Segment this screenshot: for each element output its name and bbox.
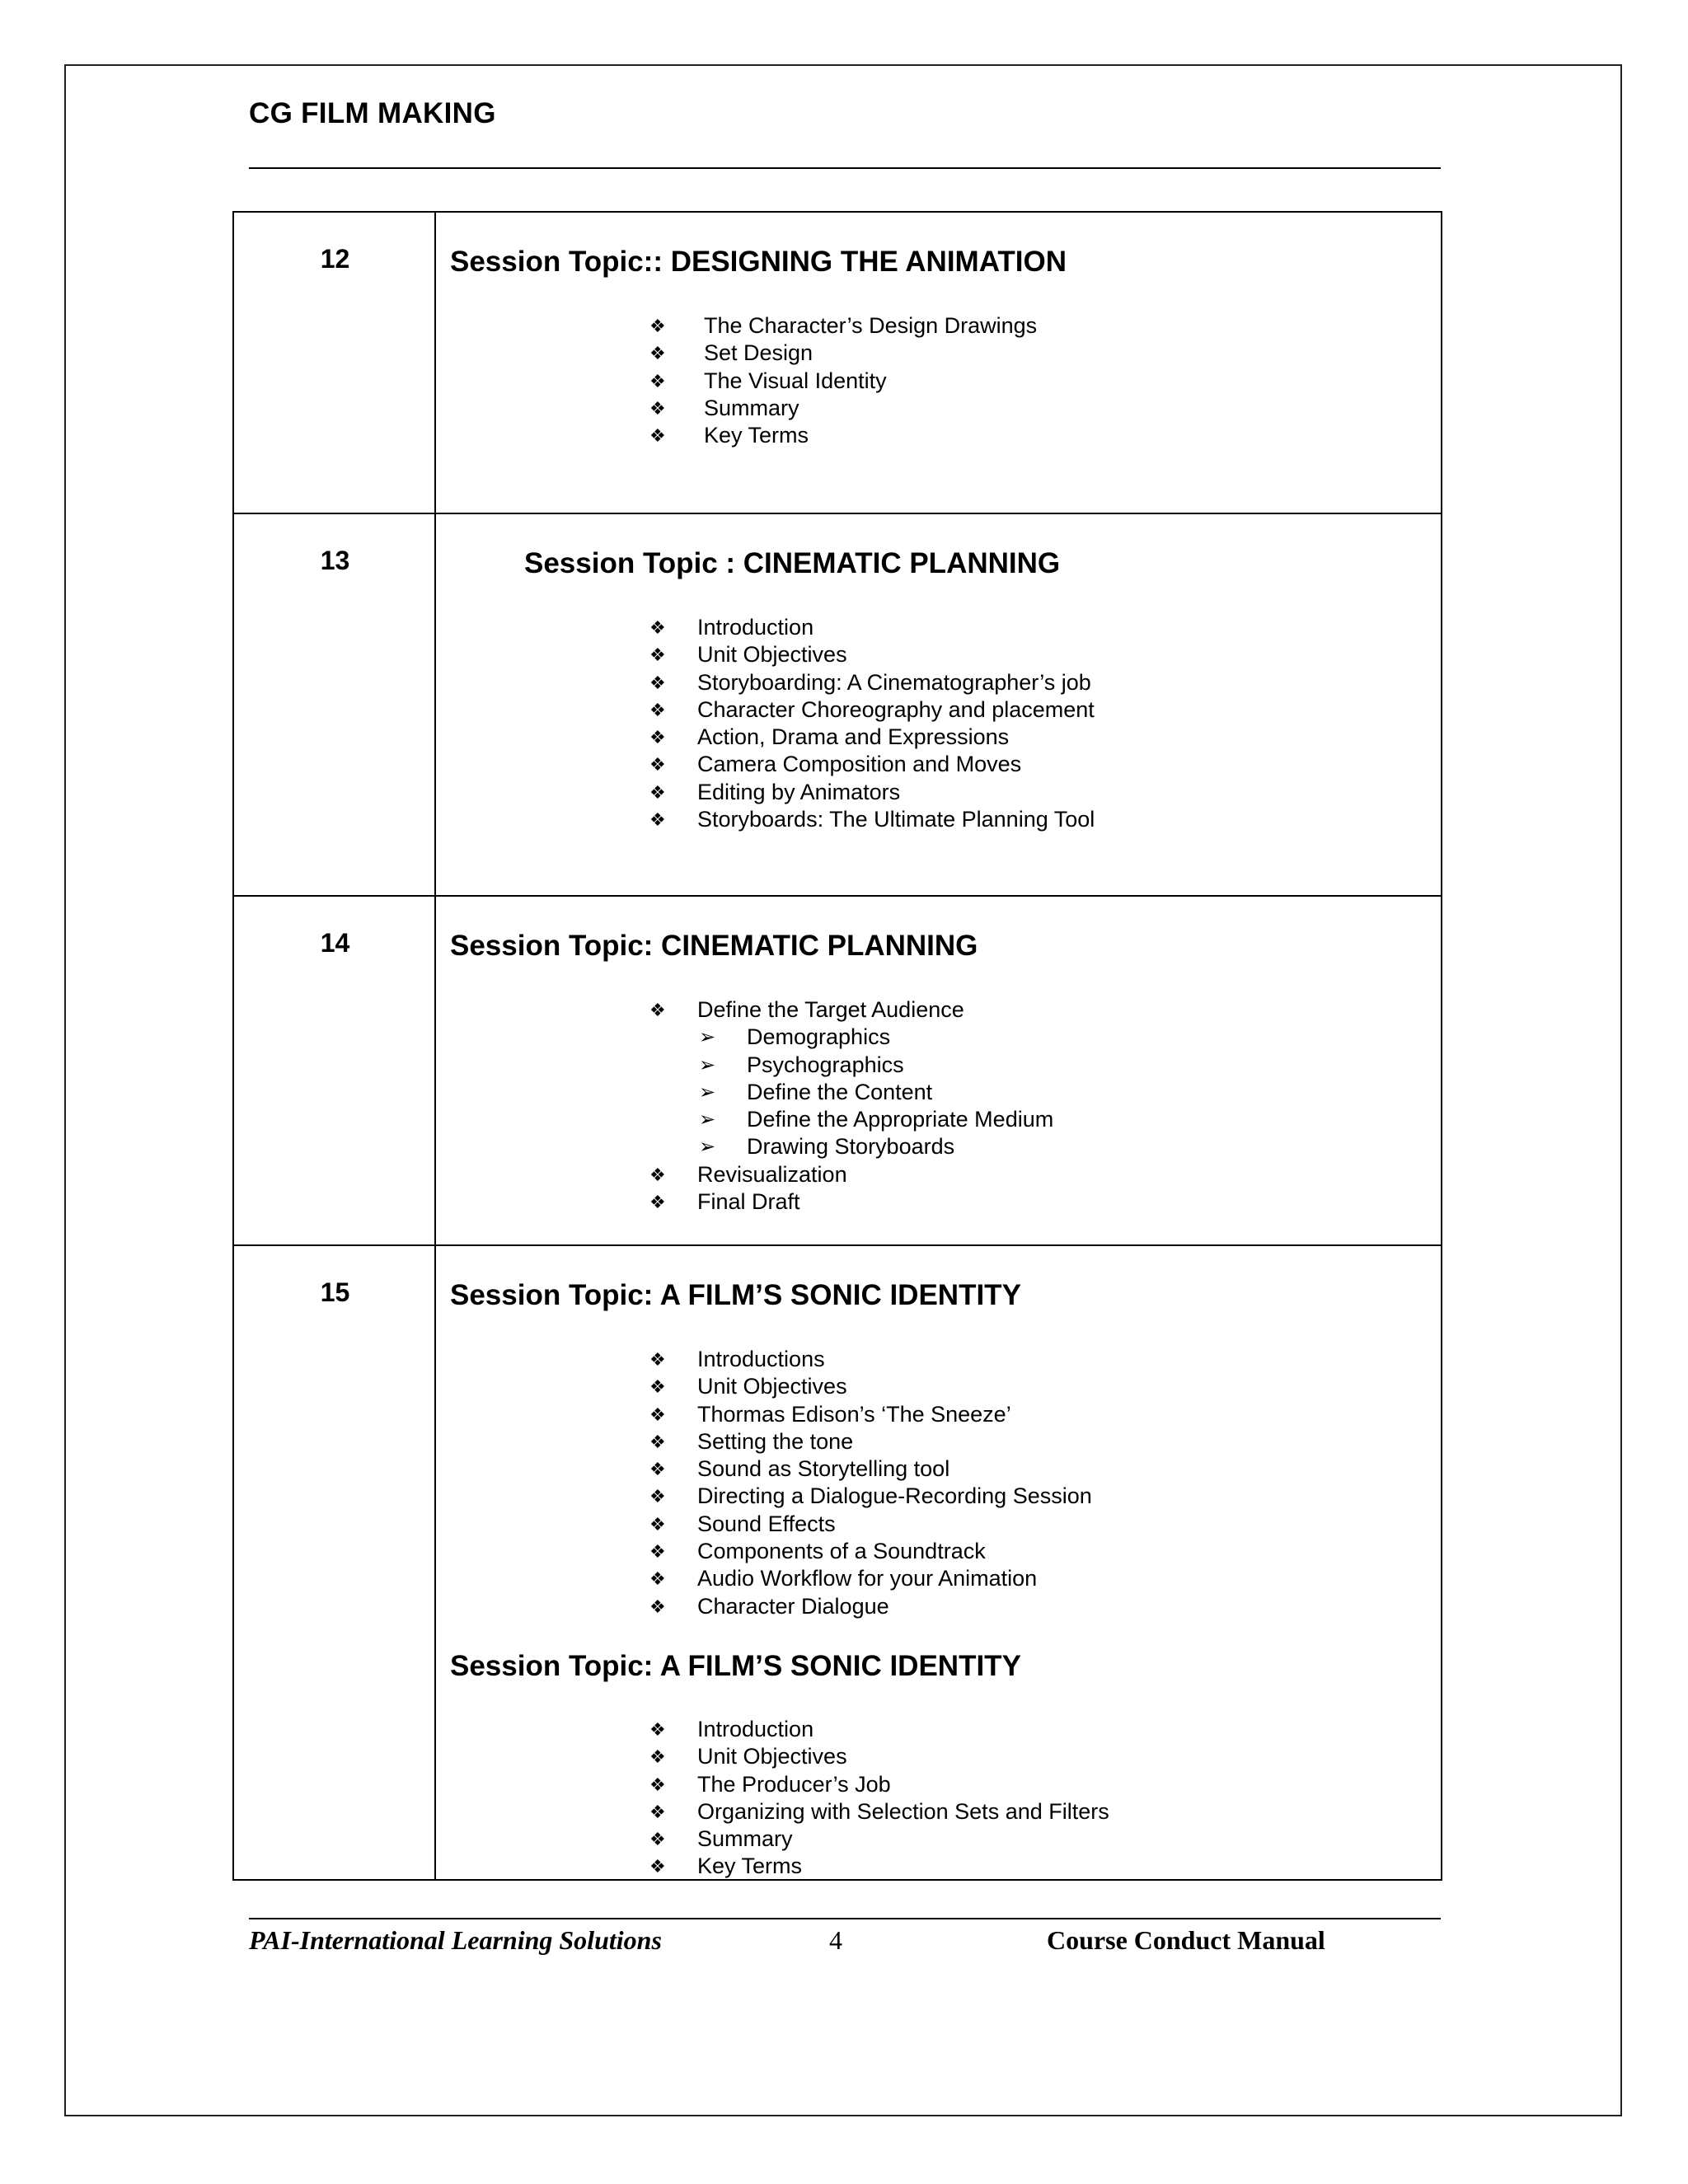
- diamond-bullet-icon: ❖: [649, 617, 666, 638]
- table-row: 14 Session Topic: CINEMATIC PLANNING ❖ Define the Target Audience ➢ Demographics ➢ Psychographics ➢ Define the Content ➢ Define the Appropriate Medium ➢ Drawing Storyboards ❖ Revisualization ❖ Final Draft: [234, 897, 1441, 1246]
- diamond-bullet-icon: ❖: [649, 1349, 666, 1370]
- diamond-bullet-icon: ❖: [649, 1856, 666, 1877]
- arrowhead-bullet-icon: ➢: [699, 1080, 716, 1104]
- session-number: 15: [320, 1277, 350, 1307]
- session-topic: Session Topic : CINEMATIC PLANNING: [524, 547, 1061, 579]
- diamond-bullet-icon: ❖: [649, 1513, 666, 1535]
- session-topic: Session Topic: A FILM’S SONIC IDENTITY: [450, 1279, 1021, 1311]
- diamond-bullet-icon: ❖: [649, 1568, 666, 1590]
- diamond-bullet-icon: ❖: [649, 809, 666, 831]
- diamond-bullet-icon: ❖: [649, 370, 666, 391]
- diamond-bullet-icon: ❖: [649, 781, 666, 803]
- diamond-bullet-icon: ❖: [649, 343, 666, 364]
- session-topic: Session Topic: A FILM’S SONIC IDENTITY: [450, 1650, 1021, 1682]
- diamond-bullet-icon: ❖: [649, 1164, 666, 1185]
- arrowhead-bullet-icon: ➢: [699, 1026, 716, 1049]
- table-row: 12 Session Topic:: DESIGNING THE ANIMATION ❖ The Character’s Design Drawings ❖ Set Design ❖ The Visual Identity ❖ Summary ❖ Key Terms: [234, 213, 1441, 514]
- session-topic: Session Topic:: DESIGNING THE ANIMATION: [450, 246, 1067, 278]
- diamond-bullet-icon: ❖: [649, 699, 666, 720]
- diamond-bullet-icon: ❖: [649, 1801, 666, 1822]
- arrowhead-bullet-icon: ➢: [699, 1108, 716, 1132]
- session-number: 13: [320, 546, 350, 575]
- diamond-bullet-icon: ❖: [649, 397, 666, 419]
- diamond-bullet-icon: ❖: [649, 1404, 666, 1425]
- diamond-bullet-icon: ❖: [649, 316, 666, 336]
- diamond-bullet-icon: ❖: [649, 672, 666, 693]
- session-number-cell: [234, 514, 436, 895]
- diamond-bullet-icon: ❖: [649, 1774, 666, 1795]
- session-number-cell: [234, 1246, 436, 1879]
- table-row: 13 Session Topic : CINEMATIC PLANNING ❖ Introduction ❖ Unit Objectives ❖ Storyboarding: A Cinematographer’s job ❖ Character Choreography and placement ❖ Action, Drama and Expressions ❖ Camera Composition and Moves ❖ Editing by Animators ❖ Storyboards: The Ultimate Planning Tool: [234, 514, 1441, 897]
- footer-manual-title: Course Conduct Manual: [1047, 1925, 1325, 1955]
- diamond-bullet-icon: ❖: [649, 1000, 666, 1020]
- arrowhead-bullet-icon: ➢: [699, 1053, 716, 1076]
- header-divider: [249, 167, 1441, 169]
- diamond-bullet-icon: ❖: [649, 1376, 666, 1398]
- page-number: 4: [829, 1925, 842, 1955]
- diamond-bullet-icon: ❖: [649, 727, 666, 748]
- arrowhead-bullet-icon: ➢: [699, 1136, 716, 1159]
- diamond-bullet-icon: ❖: [649, 644, 666, 666]
- footer-divider: [249, 1918, 1441, 1919]
- diamond-bullet-icon: ❖: [649, 1596, 666, 1617]
- session-topic: Session Topic: CINEMATIC PLANNING: [450, 930, 978, 962]
- session-number: 12: [320, 244, 350, 274]
- session-number: 14: [320, 928, 350, 958]
- sessions-table: [232, 211, 1442, 1881]
- footer-organization: PAI-International Learning Solutions: [249, 1925, 662, 1955]
- diamond-bullet-icon: ❖: [649, 1719, 666, 1740]
- diamond-bullet-icon: ❖: [649, 1541, 666, 1563]
- diamond-bullet-icon: ❖: [649, 754, 666, 776]
- diamond-bullet-icon: ❖: [649, 1431, 666, 1452]
- diamond-bullet-icon: ❖: [649, 1829, 666, 1850]
- table-row: 15 Session Topic: A FILM’S SONIC IDENTITY ❖ Introductions ❖ Unit Objectives ❖ Thormas Edison’s ‘The Sneeze’ ❖ Setting the tone ❖ Sound as Storytelling tool ❖ Directing a Dialogue-Recording Session ❖ Sound Effects ❖ Components of a Soundtrack ❖ Audio Workflow for your Animation ❖ Character Dialogue Session Topic: A FILM’S SONIC IDENTITY ❖ Introduction ❖ Unit Objectives ❖ The Producer’s Job ❖ Organizing with Selection Sets and Filters ❖ Summary ❖ Key Terms: [234, 1246, 1441, 1879]
- session-number-cell: [234, 213, 436, 513]
- session-number-cell: [234, 897, 436, 1244]
- diamond-bullet-icon: ❖: [649, 1459, 666, 1480]
- diamond-bullet-icon: ❖: [649, 1192, 666, 1213]
- document-title: CG FILM MAKING: [249, 97, 496, 129]
- diamond-bullet-icon: ❖: [649, 1746, 666, 1768]
- diamond-bullet-icon: ❖: [649, 425, 666, 447]
- diamond-bullet-icon: ❖: [649, 1486, 666, 1507]
